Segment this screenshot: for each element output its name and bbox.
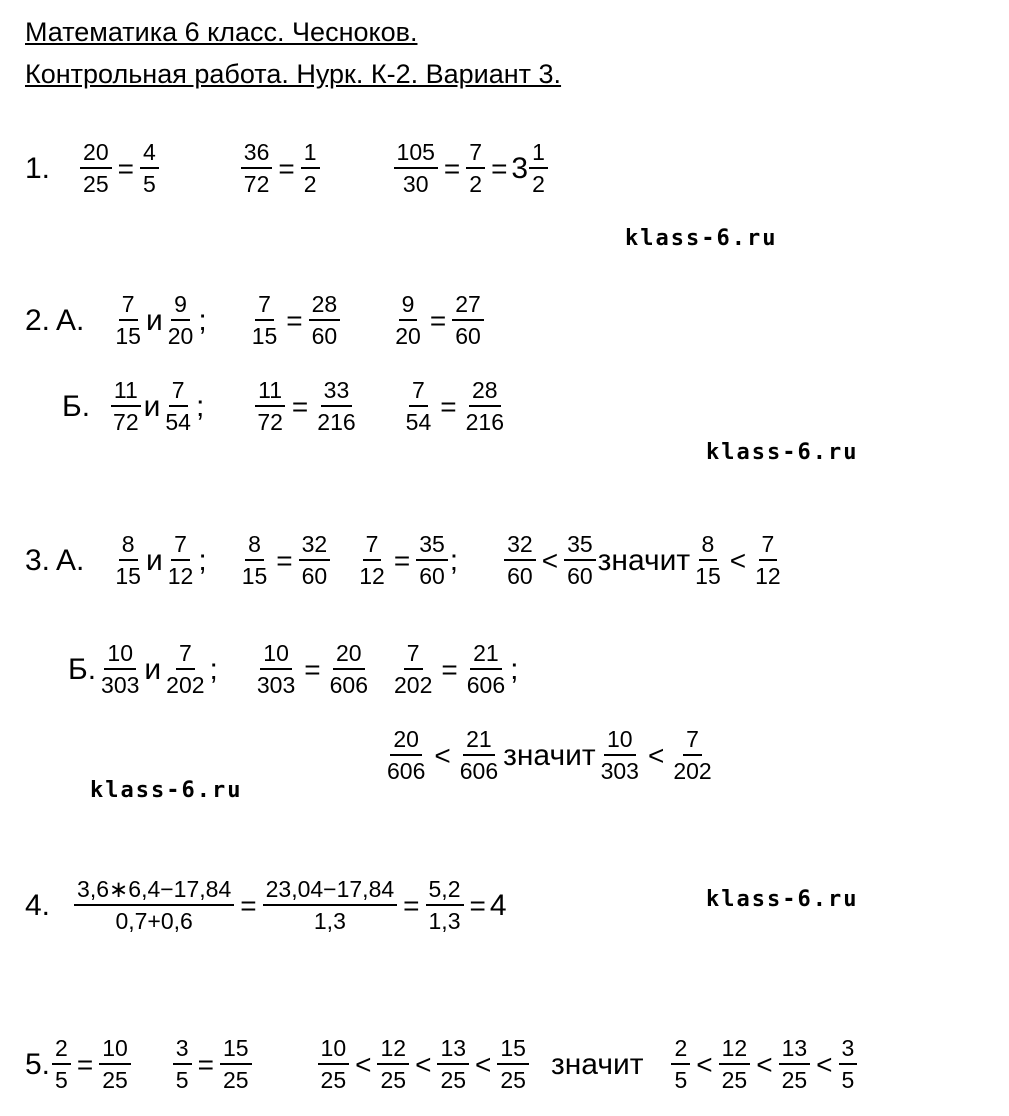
mixed-number [511,140,549,197]
denominator: 15 [695,563,721,589]
denominator: 5 [142,171,156,197]
fraction [437,1036,469,1093]
numerator: 15 [220,1036,252,1065]
operator-sign: < [475,1048,492,1080]
denominator: 25 [320,1067,347,1093]
task-number: 1. [25,151,51,185]
math-text: и [144,652,162,686]
denominator: 5 [175,1067,189,1093]
denominator: 30 [402,171,429,197]
denominator: 60 [419,563,445,589]
numerator: 7 [169,378,188,407]
denominator: 606 [459,758,499,784]
task-2b [62,378,509,435]
denominator: 12 [755,563,781,589]
numerator: 2 [52,1036,71,1065]
fraction [74,877,234,934]
fraction [98,641,142,698]
numerator: 3 [173,1036,192,1065]
denominator: 25 [440,1067,467,1093]
task-number: 3. [25,543,51,577]
fraction [165,292,197,349]
numerator: 7 [363,532,382,561]
numerator: 11 [255,378,285,407]
math-text: и [145,543,163,577]
operator-sign: < [647,739,665,771]
denominator: 202 [394,672,433,698]
denominator: 15 [241,563,268,589]
denominator: 1,3 [428,908,461,934]
numerator: 20 [390,727,422,756]
watermark-stamp: klass-6.ru [706,887,859,912]
operator-sign: < [729,544,747,576]
fraction [671,1036,690,1093]
denominator: 72 [257,409,283,435]
denominator: 72 [243,171,270,197]
fraction [254,378,286,435]
fraction [457,727,501,784]
denominator: 303 [600,758,639,784]
task-1 [25,140,550,197]
numerator: 9 [171,292,190,321]
operator-sign: = [286,304,303,336]
denominator: 202 [166,672,205,698]
task-5 [25,1036,859,1093]
numerator: 7 [171,532,190,561]
fraction [670,727,714,784]
numerator: 10 [260,641,292,670]
denominator: 12 [167,563,194,589]
operator-sign: = [76,1048,94,1080]
fraction [249,292,281,349]
fraction [564,532,596,589]
numerator: 10 [99,1036,131,1065]
numerator: 10 [318,1036,350,1065]
denominator: 2 [532,171,545,197]
operator-sign: = [441,653,458,685]
fraction [52,1036,71,1093]
denominator: 2 [303,171,317,197]
fraction [140,140,159,197]
denominator: 25 [222,1067,249,1093]
fraction [377,1036,409,1093]
denominator: 303 [256,672,296,698]
numerator: 12 [719,1036,751,1065]
numerator: 7 [119,292,138,321]
denominator: 25 [380,1067,407,1093]
operator-sign: = [291,390,309,422]
fraction [384,727,428,784]
watermark-stamp: klass-6.ru [706,440,859,465]
numerator: 32 [504,532,536,561]
numerator: 7 [683,727,702,756]
operator-sign: = [304,653,321,685]
numerator: 7 [409,378,428,407]
numerator: 20 [333,641,365,670]
task-number: 2. [25,303,51,337]
semicolon: ; [198,303,207,337]
fraction [529,140,548,197]
numerator: 105 [394,140,438,169]
fraction [327,641,371,698]
numerator: 8 [699,532,718,561]
fraction [394,140,438,197]
fraction [309,292,341,349]
equals-sign: = [491,152,508,184]
numerator: 7 [404,641,423,670]
part-label: Б. [62,389,91,423]
fraction [466,140,485,197]
numerator: 7 [759,532,778,561]
denominator: 606 [466,672,506,698]
denominator: 60 [301,563,328,589]
task-3b [68,641,518,698]
operator-sign: = [240,889,257,921]
denominator: 5 [841,1067,855,1093]
denominator: 303 [101,672,140,698]
fraction [112,292,144,349]
denominator: 25 [102,1067,128,1093]
denominator: 15 [251,323,278,349]
part-label: Б. [68,652,97,686]
operator-sign: < [434,739,451,771]
math-text: 3 [511,151,529,185]
fraction [416,532,448,589]
denominator: 0,7+0,6 [115,908,193,934]
math-text: ; [449,543,459,577]
fraction [299,532,331,589]
numerator: 32 [299,532,331,561]
fraction [464,641,508,698]
operator-sign: = [469,889,486,921]
fraction [391,641,435,698]
operator-sign: = [197,1048,214,1080]
denominator: 60 [311,323,338,349]
numerator: 20 [80,140,112,169]
watermark-stamp: klass-6.ru [90,778,243,803]
task-3b-conclusion [382,727,717,784]
numerator: 10 [604,727,636,756]
numerator: 3,6∗6,4−17,84 [74,877,234,906]
numerator: 7 [176,641,195,670]
math-text: ; [510,652,519,686]
denominator: 606 [387,758,426,784]
denominator: 25 [721,1067,748,1093]
numerator: 13 [779,1036,811,1065]
fraction [314,378,358,435]
fraction [165,532,197,589]
fraction [163,641,207,698]
numerator: 35 [416,532,448,561]
operator-sign: = [440,390,457,422]
numerator: 4 [140,140,159,169]
fraction [779,1036,811,1093]
fraction [239,532,271,589]
equals-sign: = [278,152,295,184]
equals-sign: = [117,152,134,184]
denominator: 25 [781,1067,808,1093]
denominator: 216 [317,409,356,435]
numerator: 8 [245,532,264,561]
fraction [504,532,536,589]
task-number: 5. [25,1047,51,1081]
numerator: 9 [399,292,418,321]
denominator: 54 [405,409,432,435]
task-3a [25,532,786,589]
denominator: 20 [395,323,421,349]
numerator: 36 [241,140,273,169]
numerator: 27 [452,292,484,321]
denominator: 5 [55,1067,68,1093]
fraction [692,532,724,589]
numerator: 28 [469,378,501,407]
denominator: 60 [507,563,533,589]
less-than-sign: < [541,544,559,576]
fraction [110,378,142,435]
numerator: 1 [301,140,320,169]
fraction [452,292,484,349]
numerator: 7 [466,140,485,169]
denominator: 54 [165,409,191,435]
numerator: 13 [437,1036,469,1065]
fraction [301,140,320,197]
task-2a [25,292,486,349]
numerator: 15 [497,1036,529,1065]
operator-sign: < [415,1048,432,1080]
denominator: 202 [673,758,712,784]
numerator: 5,2 [426,877,464,906]
numerator: 33 [321,378,353,407]
denominator: 20 [167,323,194,349]
fraction [839,1036,858,1093]
fraction [497,1036,529,1093]
math-text: ; [209,652,218,686]
denominator: 2 [469,171,483,197]
numerator: 3 [839,1036,858,1065]
equals-sign: = [443,152,461,184]
numerator: 7 [255,292,274,321]
part-label: А. [56,543,85,577]
denominator: 25 [500,1067,526,1093]
watermark-stamp: klass-6.ru [625,226,778,251]
fraction [403,378,435,435]
part-label: А. [56,303,85,337]
fraction [112,532,144,589]
operator-sign: = [276,544,293,576]
operator-sign: < [756,1048,773,1080]
fraction [318,1036,350,1093]
denominator: 72 [113,409,139,435]
denominator: 60 [455,323,481,349]
math-text: ; [195,389,205,423]
denominator: 606 [329,672,368,698]
fraction [99,1036,131,1093]
denominator: 15 [115,563,141,589]
numerator: 1 [529,140,548,169]
fraction [220,1036,252,1093]
fraction [392,292,424,349]
denominator: 5 [674,1067,688,1093]
operator-sign: = [429,304,447,336]
numerator: 10 [104,641,136,670]
fraction [356,532,388,589]
conclusion-word: значит [597,543,691,577]
numerator: 21 [470,641,502,670]
fraction [426,877,464,934]
and-word: и [145,303,163,337]
fraction [173,1036,192,1093]
numerator: 12 [377,1036,409,1065]
operator-sign: < [355,1048,372,1080]
numerator: 28 [309,292,341,321]
denominator: 12 [359,563,385,589]
math-text: ; [198,543,207,577]
result-value: 4 [489,888,507,922]
math-text: и [143,389,161,423]
fraction [263,877,398,934]
fraction [719,1036,751,1093]
fraction [162,378,194,435]
fraction [80,140,112,197]
fraction [752,532,784,589]
title-line-1: Математика 6 класс. Чесноков. [25,17,418,47]
denominator: 15 [115,323,141,349]
denominator: 1,3 [313,908,346,934]
numerator: 11 [111,378,141,407]
numerator: 23,04−17,84 [263,877,398,906]
math-text: значит [503,738,596,772]
denominator: 60 [567,563,593,589]
fraction [241,140,273,197]
task-number: 4. [25,888,51,922]
fraction [254,641,298,698]
title-line-2: Контрольная работа. Нурк. К-2. Вариант 3. [25,59,562,89]
conclusion-word: значит [550,1047,644,1081]
denominator: 216 [465,409,504,435]
task-4 [25,877,507,934]
numerator: 21 [463,727,495,756]
operator-sign: = [393,544,411,576]
operator-sign: < [816,1048,833,1080]
numerator: 8 [119,532,138,561]
denominator: 25 [83,171,109,197]
operator-sign: < [696,1048,713,1080]
fraction [598,727,642,784]
numerator: 35 [564,532,596,561]
operator-sign: = [403,889,420,921]
fraction [463,378,507,435]
numerator: 2 [671,1036,690,1065]
